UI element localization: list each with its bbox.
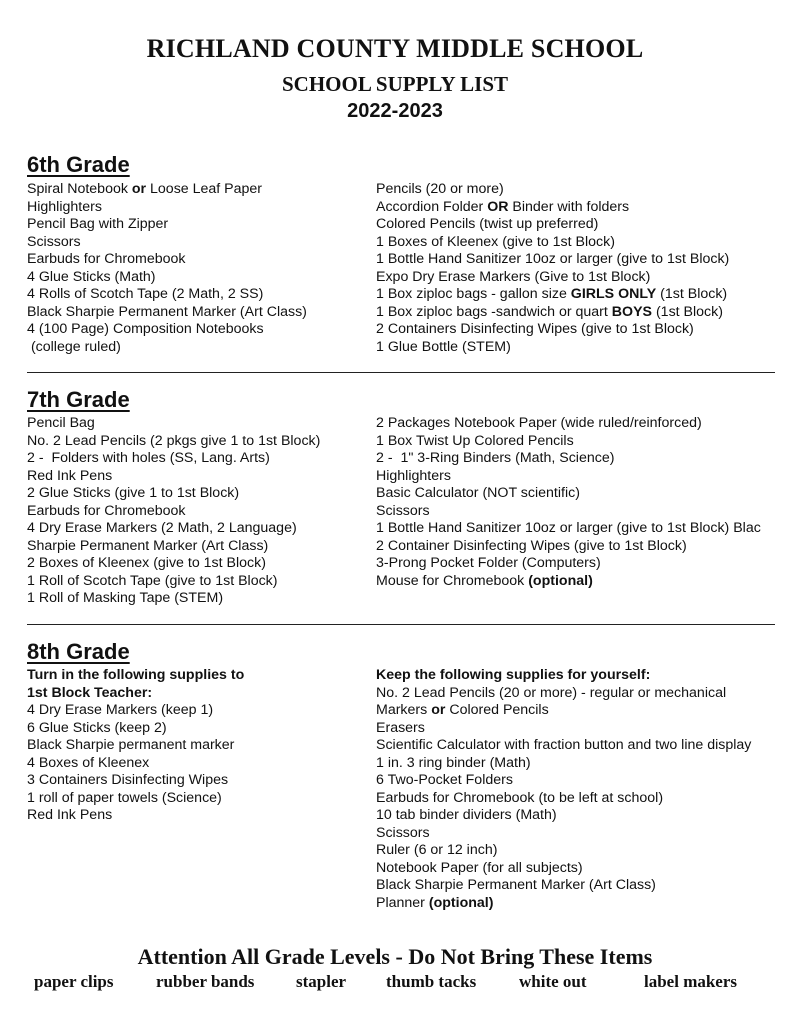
supply-item: No. 2 Lead Pencils (20 or more) - regular or mechanical — [376, 684, 727, 701]
supply-item: 1 in. 3 ring binder (Math) — [376, 754, 531, 771]
supply-item: 2 Containers Disinfecting Wipes (give to 1st Block) — [376, 321, 694, 337]
grade6-left-list — [27, 181, 307, 356]
supply-item: Black Sharpie Permanent Marker (Art Class) — [27, 303, 307, 320]
supply-item: Scissors — [27, 233, 81, 250]
supply-item: 6 Two-Pocket Folders — [376, 772, 513, 788]
supply-item: Scissors — [376, 824, 430, 841]
school-year: 2022-2023 — [347, 100, 443, 122]
banned-item: stapler — [296, 972, 347, 991]
supply-item: Pencil Bag — [27, 415, 95, 431]
supply-item: 10 tab binder dividers (Math) — [376, 807, 557, 823]
supply-item: No. 2 Lead Pencils (2 pkgs give 1 to 1st Block) — [27, 432, 321, 449]
supply-item: 2 - 1" 3-Ring Binders (Math, Science) — [376, 450, 615, 466]
school-name: RICHLAND COUNTY MIDDLE SCHOOL — [146, 34, 644, 63]
supply-item: Colored Pencils (twist up preferred) — [376, 216, 599, 232]
supply-item: 1 Box Twist Up Colored Pencils — [376, 432, 574, 449]
section-divider — [27, 372, 775, 373]
supply-item: Markers or Colored Pencils — [376, 702, 549, 718]
supply-item: 2 Packages Notebook Paper (wide ruled/reinforced) — [376, 415, 702, 431]
supply-item: Red Ink Pens — [27, 807, 113, 823]
banned-item: white out — [519, 972, 587, 991]
supply-item: 4 (100 Page) Composition Notebooks — [27, 321, 264, 337]
supply-item: 1 Boxes of Kleenex (give to 1st Block) — [376, 233, 615, 250]
supply-item: Scientific Calculator with fraction button and two line display — [376, 737, 752, 753]
supply-item: Spiral Notebook or Loose Leaf Paper — [27, 181, 263, 197]
supply-item: Keep the following supplies for yourself: — [376, 667, 651, 683]
supply-item: Planner (optional) — [376, 894, 494, 911]
supply-item: 1 Box ziploc bags -sandwich or quart BOYS (1st Block) — [376, 303, 723, 320]
supply-item: Notebook Paper (for all subjects) — [376, 859, 583, 876]
grade7-left-list — [27, 415, 320, 608]
supply-item: 4 Boxes of Kleenex — [27, 754, 150, 771]
grade8-left-list — [27, 667, 244, 825]
supply-item: 4 Rolls of Scotch Tape (2 Math, 2 SS) — [27, 286, 264, 302]
grade7-heading: 7th Grade — [27, 387, 130, 412]
supply-item: Black Sharpie permanent marker — [27, 737, 235, 753]
grade6-right-list — [376, 181, 729, 356]
supply-item: Ruler (6 or 12 inch) — [376, 842, 498, 858]
banned-item: paper clips — [34, 972, 114, 991]
supply-item: 1st Block Teacher: — [27, 684, 153, 701]
grade8-right-list — [376, 667, 751, 912]
supply-item: Highlighters — [27, 198, 102, 215]
supply-item: 4 Glue Sticks (Math) — [27, 268, 156, 285]
supply-item: 1 Bottle Hand Sanitizer 10oz or larger (give to 1st Block) Blac — [376, 520, 761, 536]
supply-item: Red Ink Pens — [27, 467, 113, 484]
supply-item: 1 Roll of Scotch Tape (give to 1st Block) — [27, 572, 278, 589]
supply-item: Scissors — [376, 502, 430, 519]
supply-item: 2 Glue Sticks (give 1 to 1st Block) — [27, 485, 240, 501]
supply-item: Earbuds for Chromebook — [27, 502, 186, 519]
section-divider — [27, 624, 775, 625]
supply-item: Black Sharpie Permanent Marker (Art Class) — [376, 877, 656, 893]
attention-title: Attention All Grade Levels - Do Not Bring These Items — [137, 944, 653, 969]
supply-item: 3-Prong Pocket Folder (Computers) — [376, 555, 601, 571]
banned-item: label makers — [644, 972, 738, 991]
list-title: SCHOOL SUPPLY LIST — [281, 72, 509, 96]
supply-item: 1 Roll of Masking Tape (STEM) — [27, 590, 224, 606]
supply-item: Mouse for Chromebook (optional) — [376, 572, 593, 589]
supply-item: Earbuds for Chromebook (to be left at school) — [376, 789, 664, 806]
supply-item: 1 roll of paper towels (Science) — [27, 789, 222, 806]
supply-item: 1 Bottle Hand Sanitizer 10oz or larger (give to 1st Block) — [376, 251, 730, 267]
supply-item: Expo Dry Erase Markers (Give to 1st Block) — [376, 268, 651, 285]
supply-item: 1 Box ziploc bags - gallon size GIRLS ONLY (1st Block) — [376, 286, 728, 302]
supply-item: 1 Glue Bottle (STEM) — [376, 338, 511, 355]
banned-items-row — [0, 972, 790, 994]
supply-item: Earbuds for Chromebook — [27, 251, 186, 267]
supply-item: 3 Containers Disinfecting Wipes — [27, 772, 229, 788]
supply-item: 2 Container Disinfecting Wipes (give to 1st Block) — [376, 537, 687, 554]
supply-item: Highlighters — [376, 467, 451, 484]
supply-item: 2 Boxes of Kleenex (give to 1st Block) — [27, 555, 266, 571]
banned-item: thumb tacks — [386, 972, 477, 991]
supply-item: Accordion Folder OR Binder with folders — [376, 198, 630, 215]
supply-item: 2 - Folders with holes (SS, Lang. Arts) — [27, 450, 270, 466]
supply-item: Turn in the following supplies to — [27, 667, 245, 683]
supply-item: 6 Glue Sticks (keep 2) — [27, 719, 167, 736]
supply-item: 4 Dry Erase Markers (keep 1) — [27, 702, 214, 718]
grade8-heading: 8th Grade — [27, 639, 130, 664]
supply-item: Erasers — [376, 719, 425, 736]
grade7-right-list — [376, 415, 761, 590]
supply-item: Sharpie Permanent Marker (Art Class) — [27, 537, 269, 554]
supply-item: Pencil Bag with Zipper — [27, 216, 169, 232]
supply-item: (college ruled) — [27, 338, 121, 355]
grade6-heading: 6th Grade — [27, 152, 130, 177]
supply-item: Basic Calculator (NOT scientific) — [376, 485, 580, 501]
supply-item: 4 Dry Erase Markers (2 Math, 2 Language) — [27, 520, 297, 536]
supply-item: Pencils (20 or more) — [376, 181, 504, 197]
banned-item: rubber bands — [156, 972, 255, 991]
